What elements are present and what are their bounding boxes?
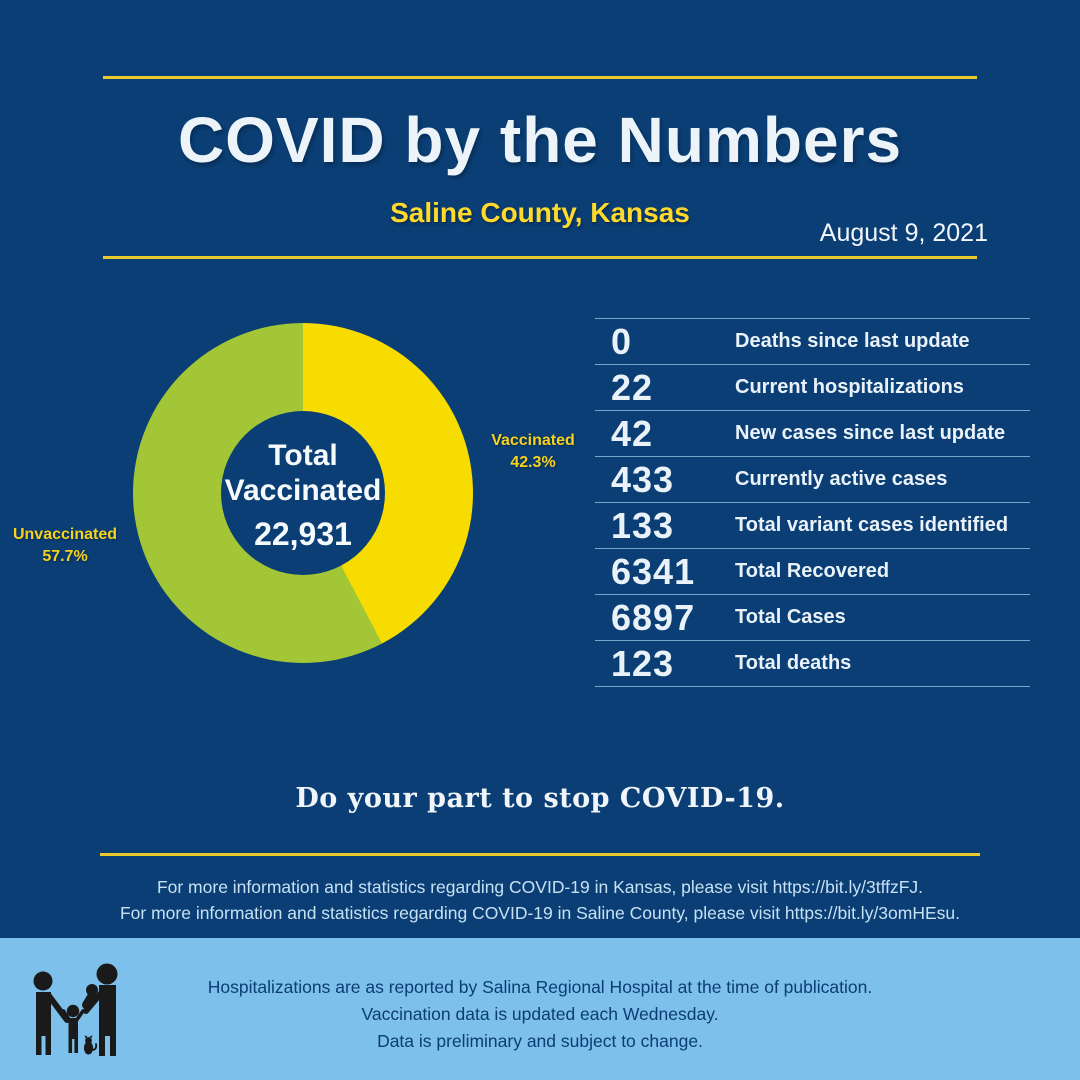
divider-line-header-bottom: [103, 256, 977, 259]
report-date: August 9, 2021: [819, 219, 988, 247]
table-row: [595, 549, 1030, 595]
stat-value: 6341: [611, 550, 696, 592]
donut-center: [221, 411, 385, 575]
stat-label: New cases since last update: [735, 422, 1006, 444]
stat-label: Currently active cases: [735, 468, 948, 490]
stat-label: Total deaths: [735, 652, 852, 674]
unvaccinated-slice-label: [5, 524, 125, 568]
stat-label: Current hospitalizations: [735, 376, 964, 398]
table-row: [595, 411, 1030, 457]
table-row: [595, 457, 1030, 503]
stat-value: 0: [611, 320, 633, 362]
vaccinated-slice-label: [473, 430, 593, 474]
table-row: [595, 503, 1030, 549]
donut-chart: [133, 323, 473, 663]
stat-label: Total Cases: [735, 606, 846, 628]
stat-label: Total Recovered: [735, 560, 890, 582]
stat-value: 42: [611, 412, 654, 454]
info-line-saline: For more information and statistics regarding COVID-19 in Saline County, please visit https://bit.ly/3omHEsu.: [119, 903, 961, 923]
subtitle-county: Saline County, Kansas: [390, 197, 690, 228]
footer-line-vaccination: Vaccination data is updated each Wednesday.: [361, 1004, 719, 1024]
tagline: Do your part to stop COVID-19.: [295, 783, 785, 814]
stat-value: 133: [611, 504, 675, 546]
divider-line-top: [103, 76, 977, 79]
vaccinated-pct: 42.3%: [510, 454, 556, 471]
footer-disclaimer: [0, 974, 1080, 1055]
table-row: [595, 641, 1030, 687]
footer-line-preliminary: Data is preliminary and subject to change.: [377, 1031, 703, 1051]
page-title: COVID by the Numbers: [177, 104, 903, 176]
divider-line-footer: [100, 853, 980, 856]
donut-center-title-line2: Vaccinated: [224, 473, 382, 507]
unvaccinated-label: Unvaccinated: [12, 526, 118, 543]
stats-table: [595, 318, 1030, 687]
stat-value: 22: [611, 366, 654, 408]
vaccinated-label: Vaccinated: [491, 432, 575, 449]
footer-band: [0, 938, 1080, 1080]
table-row: [595, 365, 1030, 411]
stat-value: 6897: [611, 596, 696, 638]
unvaccinated-pct: 57.7%: [42, 548, 88, 565]
info-line-kansas: For more information and statistics regarding COVID-19 in Kansas, please visit https://bit.ly/3tffzFJ.: [156, 877, 924, 897]
stat-value: 433: [611, 458, 675, 500]
table-row: [595, 319, 1030, 365]
donut-center-value: 22,931: [254, 515, 352, 552]
footer-line-hospitalizations: Hospitalizations are as reported by Salina Regional Hospital at the time of publication.: [207, 977, 873, 997]
info-links: [0, 874, 1080, 926]
stat-label: Deaths since last update: [735, 330, 970, 352]
stat-value: 123: [611, 642, 675, 684]
donut-center-title-line1: Total: [268, 438, 338, 472]
stat-label: Total variant cases identified: [735, 514, 1009, 536]
table-row: [595, 595, 1030, 641]
